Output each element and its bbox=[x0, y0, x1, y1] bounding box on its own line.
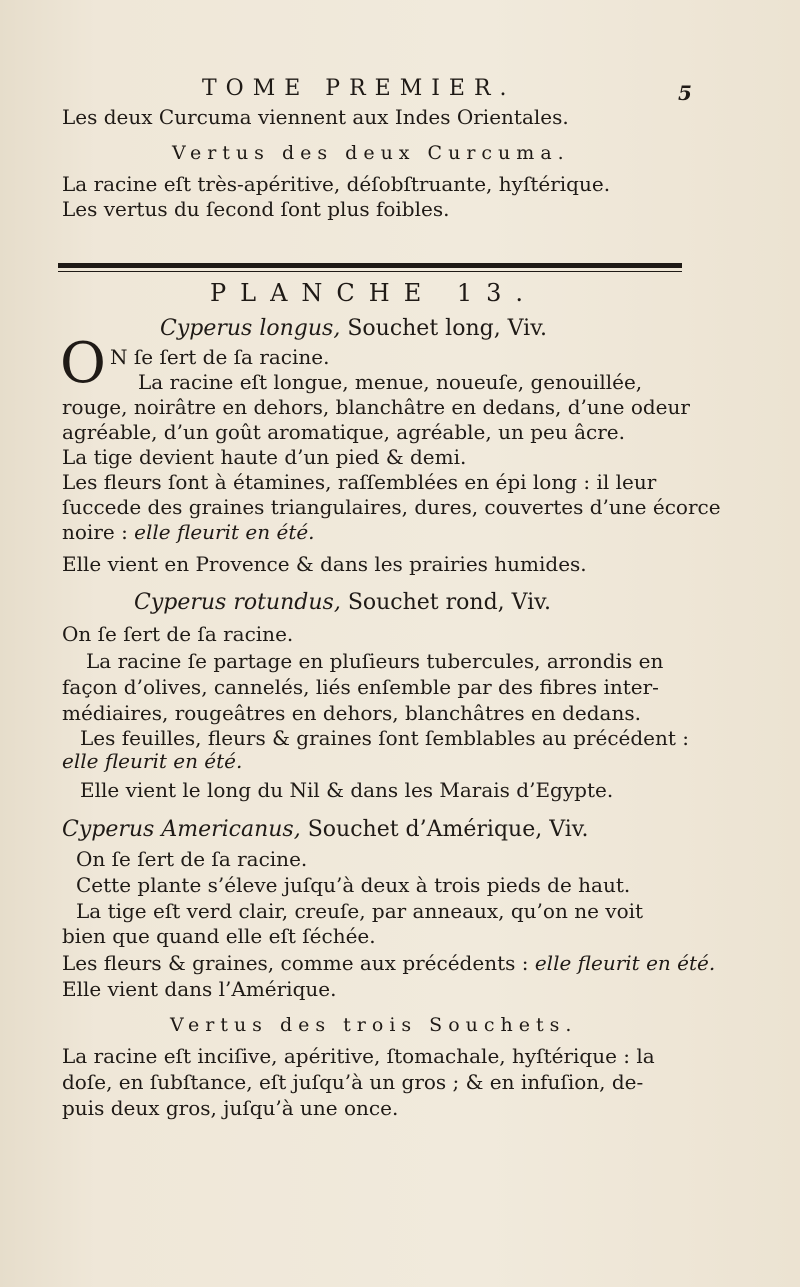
flowering-note: elle fleurit en été. bbox=[534, 951, 716, 975]
french-name: Souchet long, Viv. bbox=[347, 316, 548, 341]
habitat-line: Elle vient le long du Nil & dans les Marais d’Egypte. bbox=[80, 778, 614, 802]
text-run: Les fleurs & graines, comme aux précédents : bbox=[62, 951, 535, 975]
running-head: TOME PREMIER. bbox=[202, 76, 516, 101]
flowering-note: elle fleurit en été. bbox=[62, 749, 243, 773]
species-heading-rotundus bbox=[134, 590, 551, 616]
paragraph-line: Les fleurs ſont à étamines, raſſemblées en épi long : il leur bbox=[62, 470, 657, 494]
habitat-line: Elle vient dans l’Amérique. bbox=[62, 977, 337, 1001]
paragraph-line: Cette plante s’éleve juſqu’à deux à trois pieds de haut. bbox=[76, 873, 631, 897]
paragraph-line: La tige eſt verd clair, creuſe, par anneaux, qu’on ne voit bbox=[76, 899, 644, 923]
paragraph-line: doſe, en ſubſtance, eſt juſqu’à un gros ; & en infuſion, de- bbox=[62, 1070, 644, 1094]
souchets-virtues-heading: Vertus des trois Souchets. bbox=[170, 1014, 578, 1036]
paragraph-line bbox=[62, 950, 715, 976]
latin-name: Cyperus Americanus, bbox=[62, 817, 301, 842]
flowering-note: elle fleurit en été. bbox=[134, 520, 315, 544]
species-heading-americanus bbox=[62, 817, 589, 843]
paragraph-line: agréable, d’un goût aromatique, agréable, un peu âcre. bbox=[62, 420, 625, 444]
paragraph-line: façon d’olives, cannelés, liés enſemble par des fibres inter- bbox=[62, 675, 659, 699]
paragraph-line: médiaires, rougeâtres en dehors, blanchâtres en dedans. bbox=[62, 701, 641, 725]
paragraph-line: On ſe ſert de ſa racine. bbox=[76, 847, 308, 871]
curcuma-virtues-line: La racine eſt très-apéritive, déſobſtruante, hyſtérique. bbox=[62, 172, 611, 196]
paragraph-line: puis deux gros, juſqu’à une once. bbox=[62, 1096, 399, 1120]
page-number: 5 bbox=[678, 81, 692, 105]
section-rule bbox=[58, 263, 682, 268]
curcuma-virtues-line: Les vertus du ſecond ſont plus foibles. bbox=[62, 197, 450, 221]
plate-heading: PLANCHE 13. bbox=[210, 279, 538, 307]
french-name: Souchet rond, Viv. bbox=[347, 590, 551, 615]
paragraph-line: La racine eſt inciſive, apéritive, ſtomachale, hyſtérique : la bbox=[62, 1044, 655, 1068]
paragraph-line: On ſe ſert de ſa racine. bbox=[62, 622, 294, 646]
habitat-line: Elle vient en Provence & dans les prairies humides. bbox=[62, 552, 587, 576]
text-run: noire : bbox=[62, 520, 135, 544]
drop-cap: O bbox=[60, 331, 106, 396]
paragraph-line: La racine eſt longue, menue, noueuſe, genouillée, bbox=[138, 370, 643, 394]
paragraph-line: N ſe ſert de ſa racine. bbox=[110, 345, 330, 369]
paragraph-line: La racine ſe partage en pluſieurs tubercules, arrondis en bbox=[86, 649, 664, 673]
latin-name: Cyperus longus, bbox=[160, 316, 341, 341]
curcuma-origin: Les deux Curcuma viennent aux Indes Orientales. bbox=[62, 105, 569, 129]
section-rule-thin bbox=[58, 271, 682, 272]
french-name: Souchet d’Amérique, Viv. bbox=[307, 817, 589, 842]
paragraph-line: Les feuilles, fleurs & graines ſont ſemblables au précédent : bbox=[80, 726, 690, 750]
species-heading-longus bbox=[160, 316, 547, 342]
latin-name: Cyperus rotundus, bbox=[134, 590, 341, 615]
curcuma-virtues-heading: Vertus des deux Curcuma. bbox=[172, 142, 570, 164]
paragraph-line: rouge, noirâtre en dehors, blanchâtre en dedans, d’une odeur bbox=[62, 395, 690, 419]
paragraph-line: bien que quand elle eſt ſéchée. bbox=[62, 924, 376, 948]
paragraph-line: La tige devient haute d’un pied & demi. bbox=[62, 445, 467, 469]
paragraph-line bbox=[62, 519, 315, 545]
paragraph-line: ſuccede des graines triangulaires, dures, couvertes d’une écorce bbox=[62, 495, 721, 519]
